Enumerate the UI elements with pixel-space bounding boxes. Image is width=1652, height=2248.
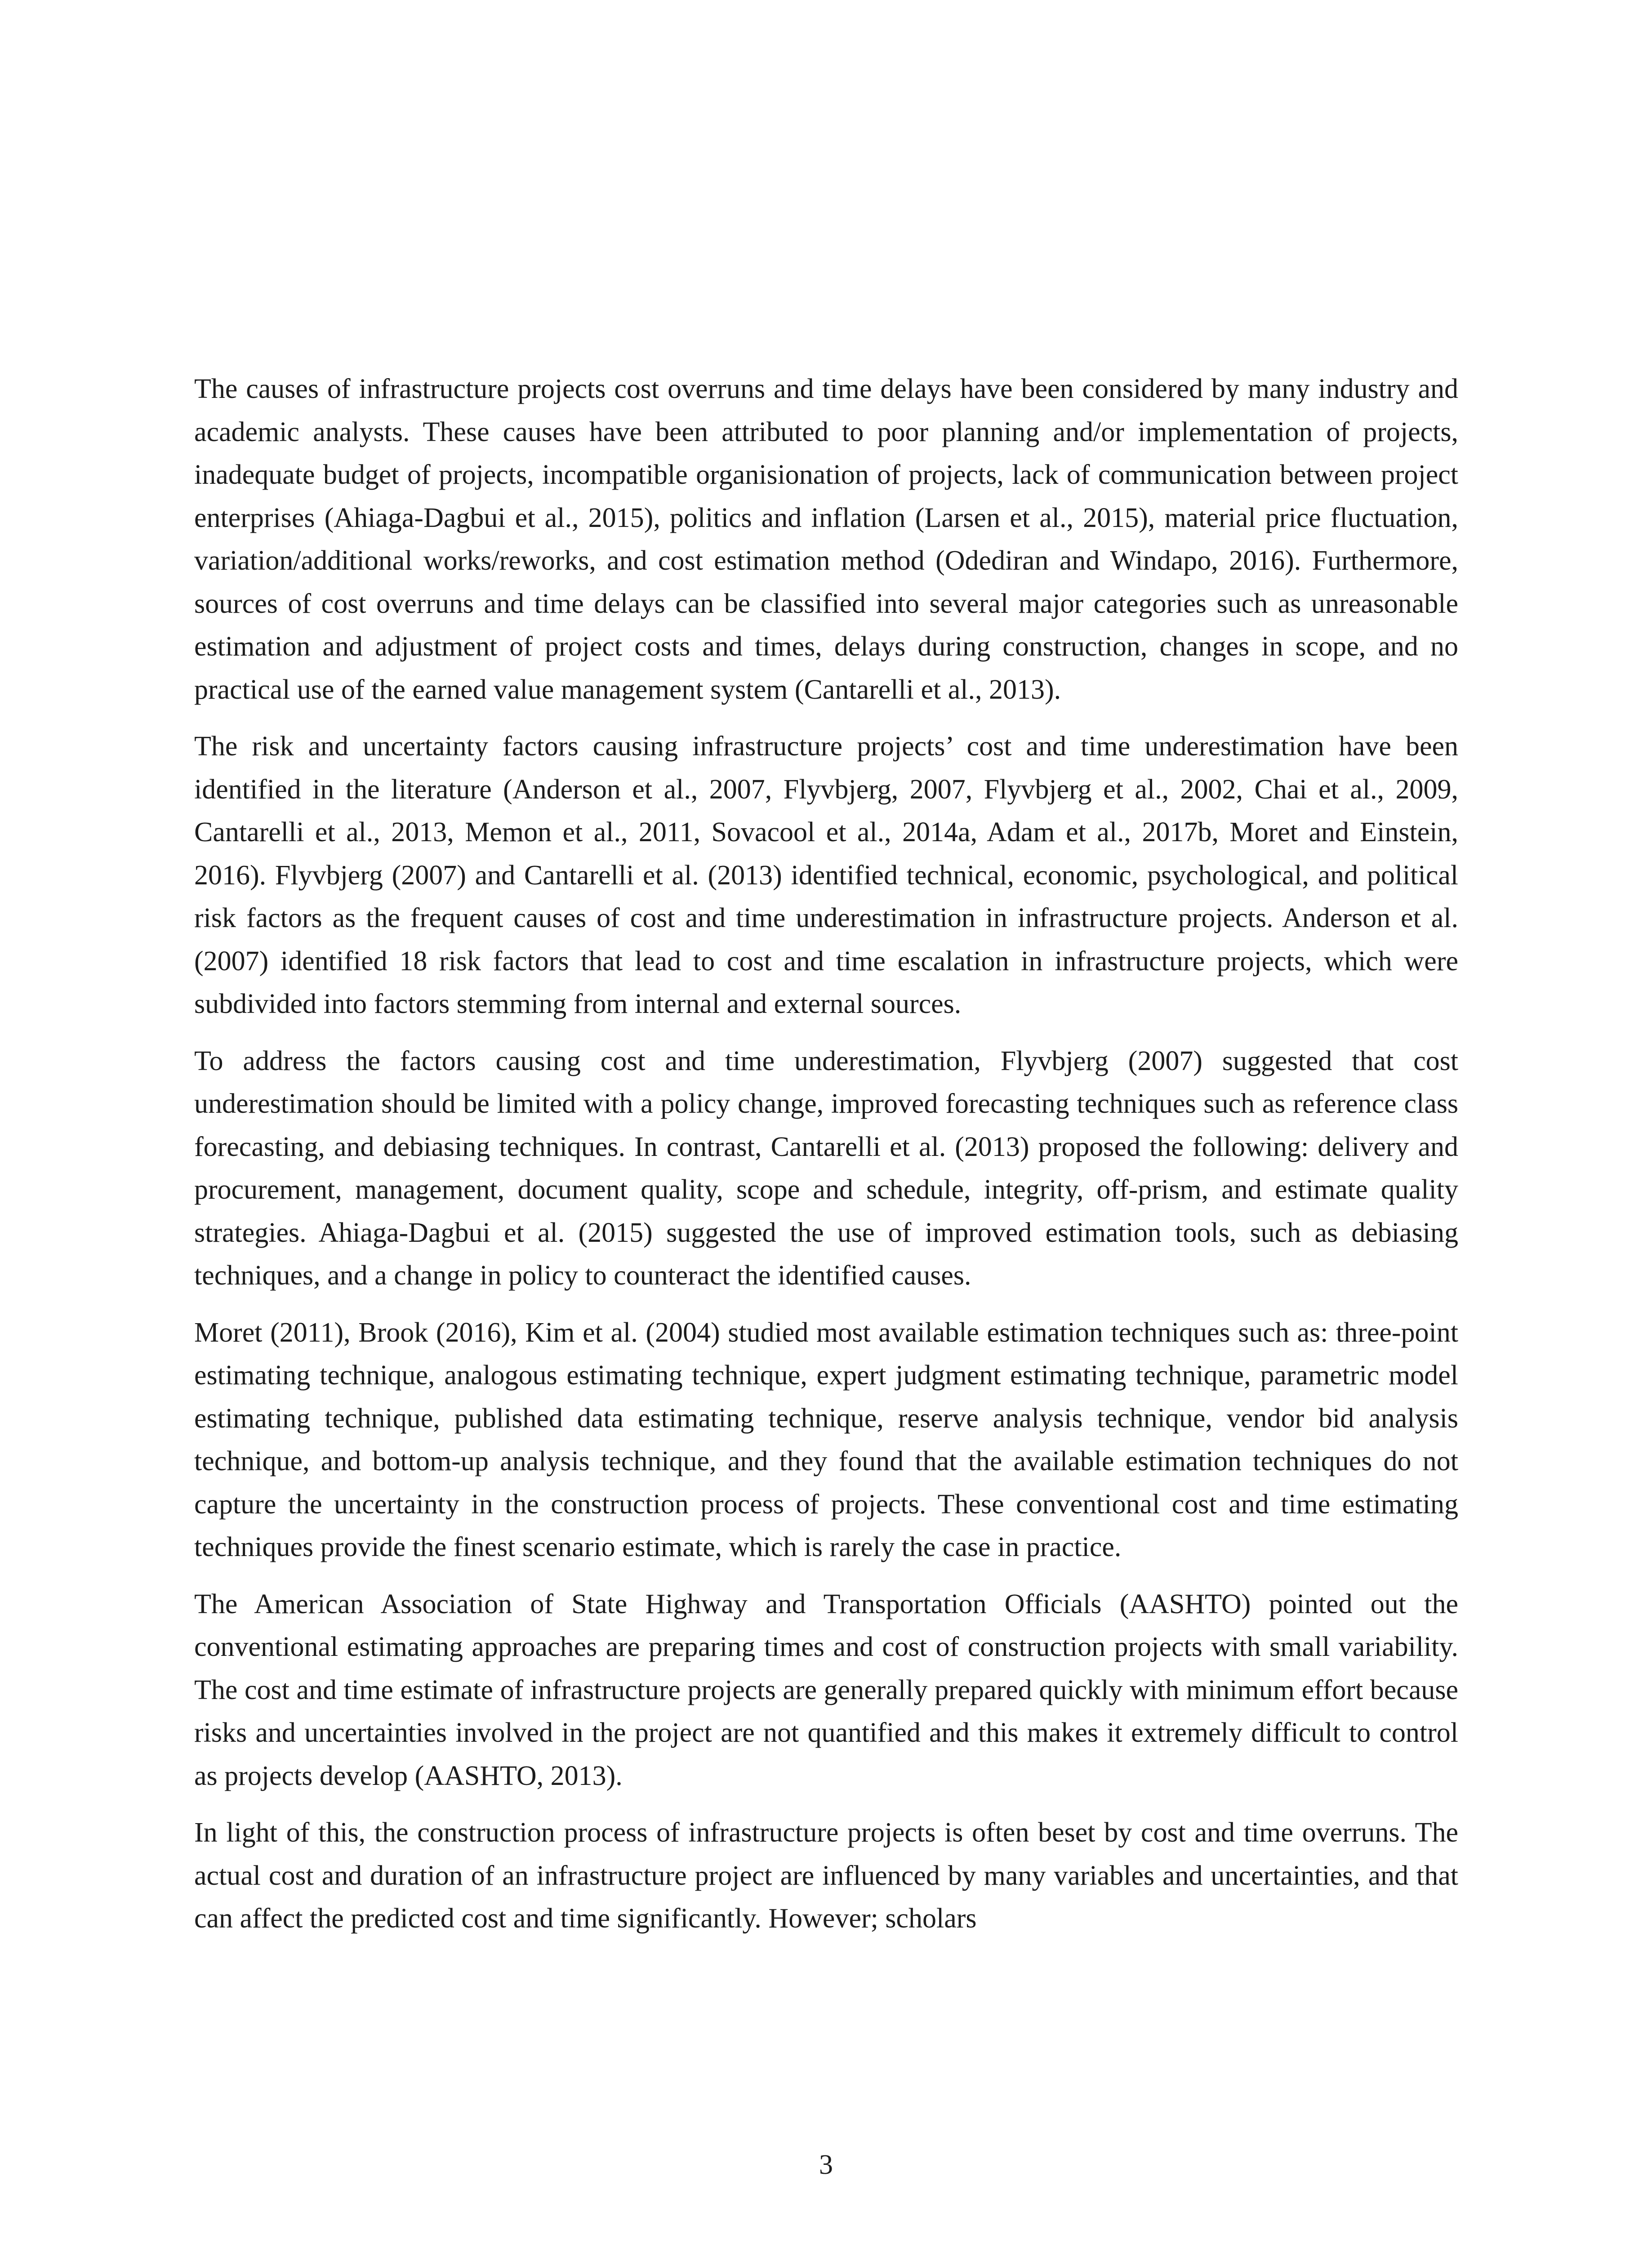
paragraph-cost-overrun-causes: The causes of infrastructure projects cost overruns and time delays have been considered by many industry and academic analysts. These causes have been attributed to poor planning and/or implementation of projects, inadequate budget of projects, incompatible organisionation of projects, lack of communication between project enterprises (Ahiaga-Dagbui et al., 2015), politics and inflation (Larsen et al., 2015), material price fluctuation, variation/additional works/reworks, and cost estimation method (Odediran and Windapo, 2016). Furthermore, sources of cost overruns and time delays can be classified into several major categories such as unreasonable estimation and adjustment of project costs and times, delays during construction, changes in scope, and no practical use of the earned value management system (Cantarelli et al., 2013). bbox=[194, 374, 1458, 705]
paragraph-construction-process: In light of this, the construction process of infrastructure projects is often beset by cost and time overruns. The actual cost and duration of an infrastructure project are influenced by many variables and uncertainties, and that can affect the predicted cost and time significantly. However; scholars bbox=[194, 1817, 1458, 1934]
paragraph-risk-uncertainty-factors: The risk and uncertainty factors causing infrastructure projects’ cost and time underestimation have been identified in the literature (Anderson et al., 2007, Flyvbjerg, 2007, Flyvbjerg et al., 2002, Chai et al., 2009, Cantarelli et al., 2013, Memon et al., 2011, Sovacool et al., 2014a, Adam et al., 2017b, Moret and Einstein, 2016). Flyvbjerg (2007) and Cantarelli et al. (2013) identified technical, economic, psychological, and political risk factors as the frequent causes of cost and time underestimation in infrastructure projects. Anderson et al. (2007) identified 18 risk factors that lead to cost and time escalation in infrastructure projects, which were subdivided into factors stemming from internal and external sources. bbox=[194, 731, 1458, 1019]
paragraph-estimation-techniques: Moret (2011), Brook (2016), Kim et al. (2004) studied most available estimation techniques such as: three-point estimating technique, analogous estimating technique, expert judgment estimating technique, parametric model estimating technique, published data estimating technique, reserve analysis technique, vendor bid analysis technique, and bottom-up analysis technique, and they found that the available estimation techniques do not capture the uncertainty in the construction process of projects. These conventional cost and time estimating techniques provide the finest scenario estimate, which is rarely the case in practice. bbox=[194, 1317, 1458, 1562]
page-number: 3 bbox=[819, 2150, 833, 2180]
paragraph-addressing-underestimation: To address the factors causing cost and time underestimation, Flyvbjerg (2007) suggested that cost underestimation should be limited with a policy change, improved forecasting techniques such as reference class forecasting, and debiasing techniques. In contrast, Cantarelli et al. (2013) proposed the following: delivery and procurement, management, document quality, scope and schedule, integrity, off-prism, and estimate quality strategies. Ahiaga-Dagbui et al. (2015) suggested the use of improved estimation tools, such as debiasing techniques, and a change in policy to counteract the identified causes. bbox=[194, 1045, 1458, 1291]
paragraph-aashto: The American Association of State Highway and Transportation Officials (AASHTO) pointed out the conventional estimating approaches are preparing times and cost of construction projects with small variability. The cost and time estimate of infrastructure projects are generally prepared quickly with minimum effort because risks and uncertainties involved in the project are not quantified and this makes it extremely difficult to control as projects develop (AASHTO, 2013). bbox=[194, 1588, 1458, 1791]
body-text bbox=[194, 368, 1458, 1954]
